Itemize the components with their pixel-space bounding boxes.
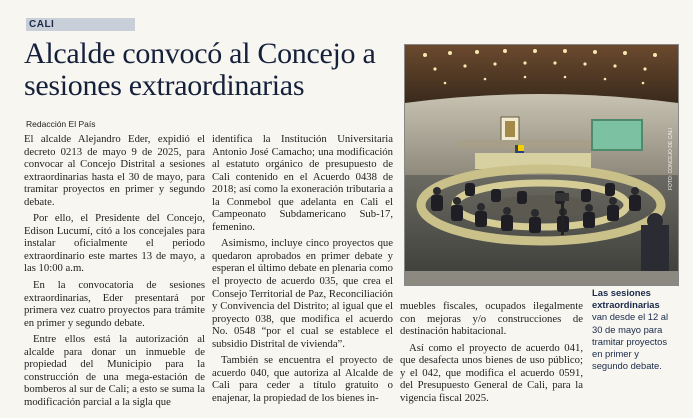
- paragraph: El alcalde Alejandro Eder, expidió el decreto 0213 de mayo 9 de 2025, para convocar al Concejo Distrital a sesiones extraordinarias hasta el 30 de mayo, para tramitar proyectos en primer y segundo debate.: [24, 133, 205, 208]
- caption-bold-lead: Las sesiones extraordinarias: [592, 287, 660, 311]
- paragraph: Asimismo, incluye cinco proyectos que quedaron aprobados en primer debate y esperan el último debate en plenaria como el proyecto de acuerdo 035, que crea el Consejo Territorial de Paz, Reconciliación y Convivencia del Distrito; al igual que el proyecto 038, que modifica el acuerdo No. 0548 “por el cual se establece el subsidio Distrital de vivienda”.: [212, 237, 393, 350]
- headline: Alcalde convocó al Concejo a sesiones extraordinarias: [24, 37, 376, 102]
- caption-text: van desde el 12 al 30 de mayo para tramitar proyectos en primer y segundo debate.: [592, 311, 669, 372]
- paragraph: Por ello, el Presidente del Concejo, Edison Lucumí, citó a los concejales para instalar oficialmente el periodo extraordinario este martes 13 de mayo, a las 10:00 a.m.: [24, 212, 205, 275]
- article-column-3: [400, 300, 583, 404]
- paragraph: En la convocatoria de sesiones extraordinarias, Eder presentará por primera vez cuatro proyectos para trámite en primer y segundo debate.: [24, 279, 205, 329]
- council-chamber-photo: [404, 44, 679, 286]
- paragraph: muebles fiscales, ocupados ilegalmente con mejoras y/o construcciones de destinación habitacional.: [400, 300, 583, 338]
- paragraph: identifica la Institución Universitaria Antonio José Camacho; una modificación al estatuto orgánico de presupuesto de Cali contenido en el Acuerdo 0438 de 2018; así como la exoneración tributaria a la Conmebol que adelanta en Cali el Campeonato Subdamericano Sub-17, femenino.: [212, 133, 393, 233]
- photo-credit: FOTO: CONCEJO DE CALI: [668, 128, 674, 190]
- paragraph: Así como el proyecto de acuerdo 041, que desafecta unos bienes de uso público; y el 042, que modifica el acuerdo 0591, del Presupuesto General de Cali, para la vigencia fiscal 2025.: [400, 341, 583, 404]
- article-column-1: [24, 133, 205, 408]
- article-column-2: [212, 133, 393, 404]
- section-tag: CALI: [26, 18, 135, 31]
- photo-caption: [592, 287, 676, 372]
- byline: Redacción El País: [26, 119, 96, 129]
- paragraph: También se encuentra el proyecto de acuerdo 040, que autoriza al Alcalde de Cali para ceder a título gratuito o enajenar, la propiedad de los bienes in-: [212, 354, 393, 404]
- paragraph: Entre ellos está la autorización al alcalde para donar un inmueble de propiedad del Municipio para la construcción de una mega-estación de bomberos al sur de Cali; a esto se suma la modificación parcial a la sigla que: [24, 333, 205, 408]
